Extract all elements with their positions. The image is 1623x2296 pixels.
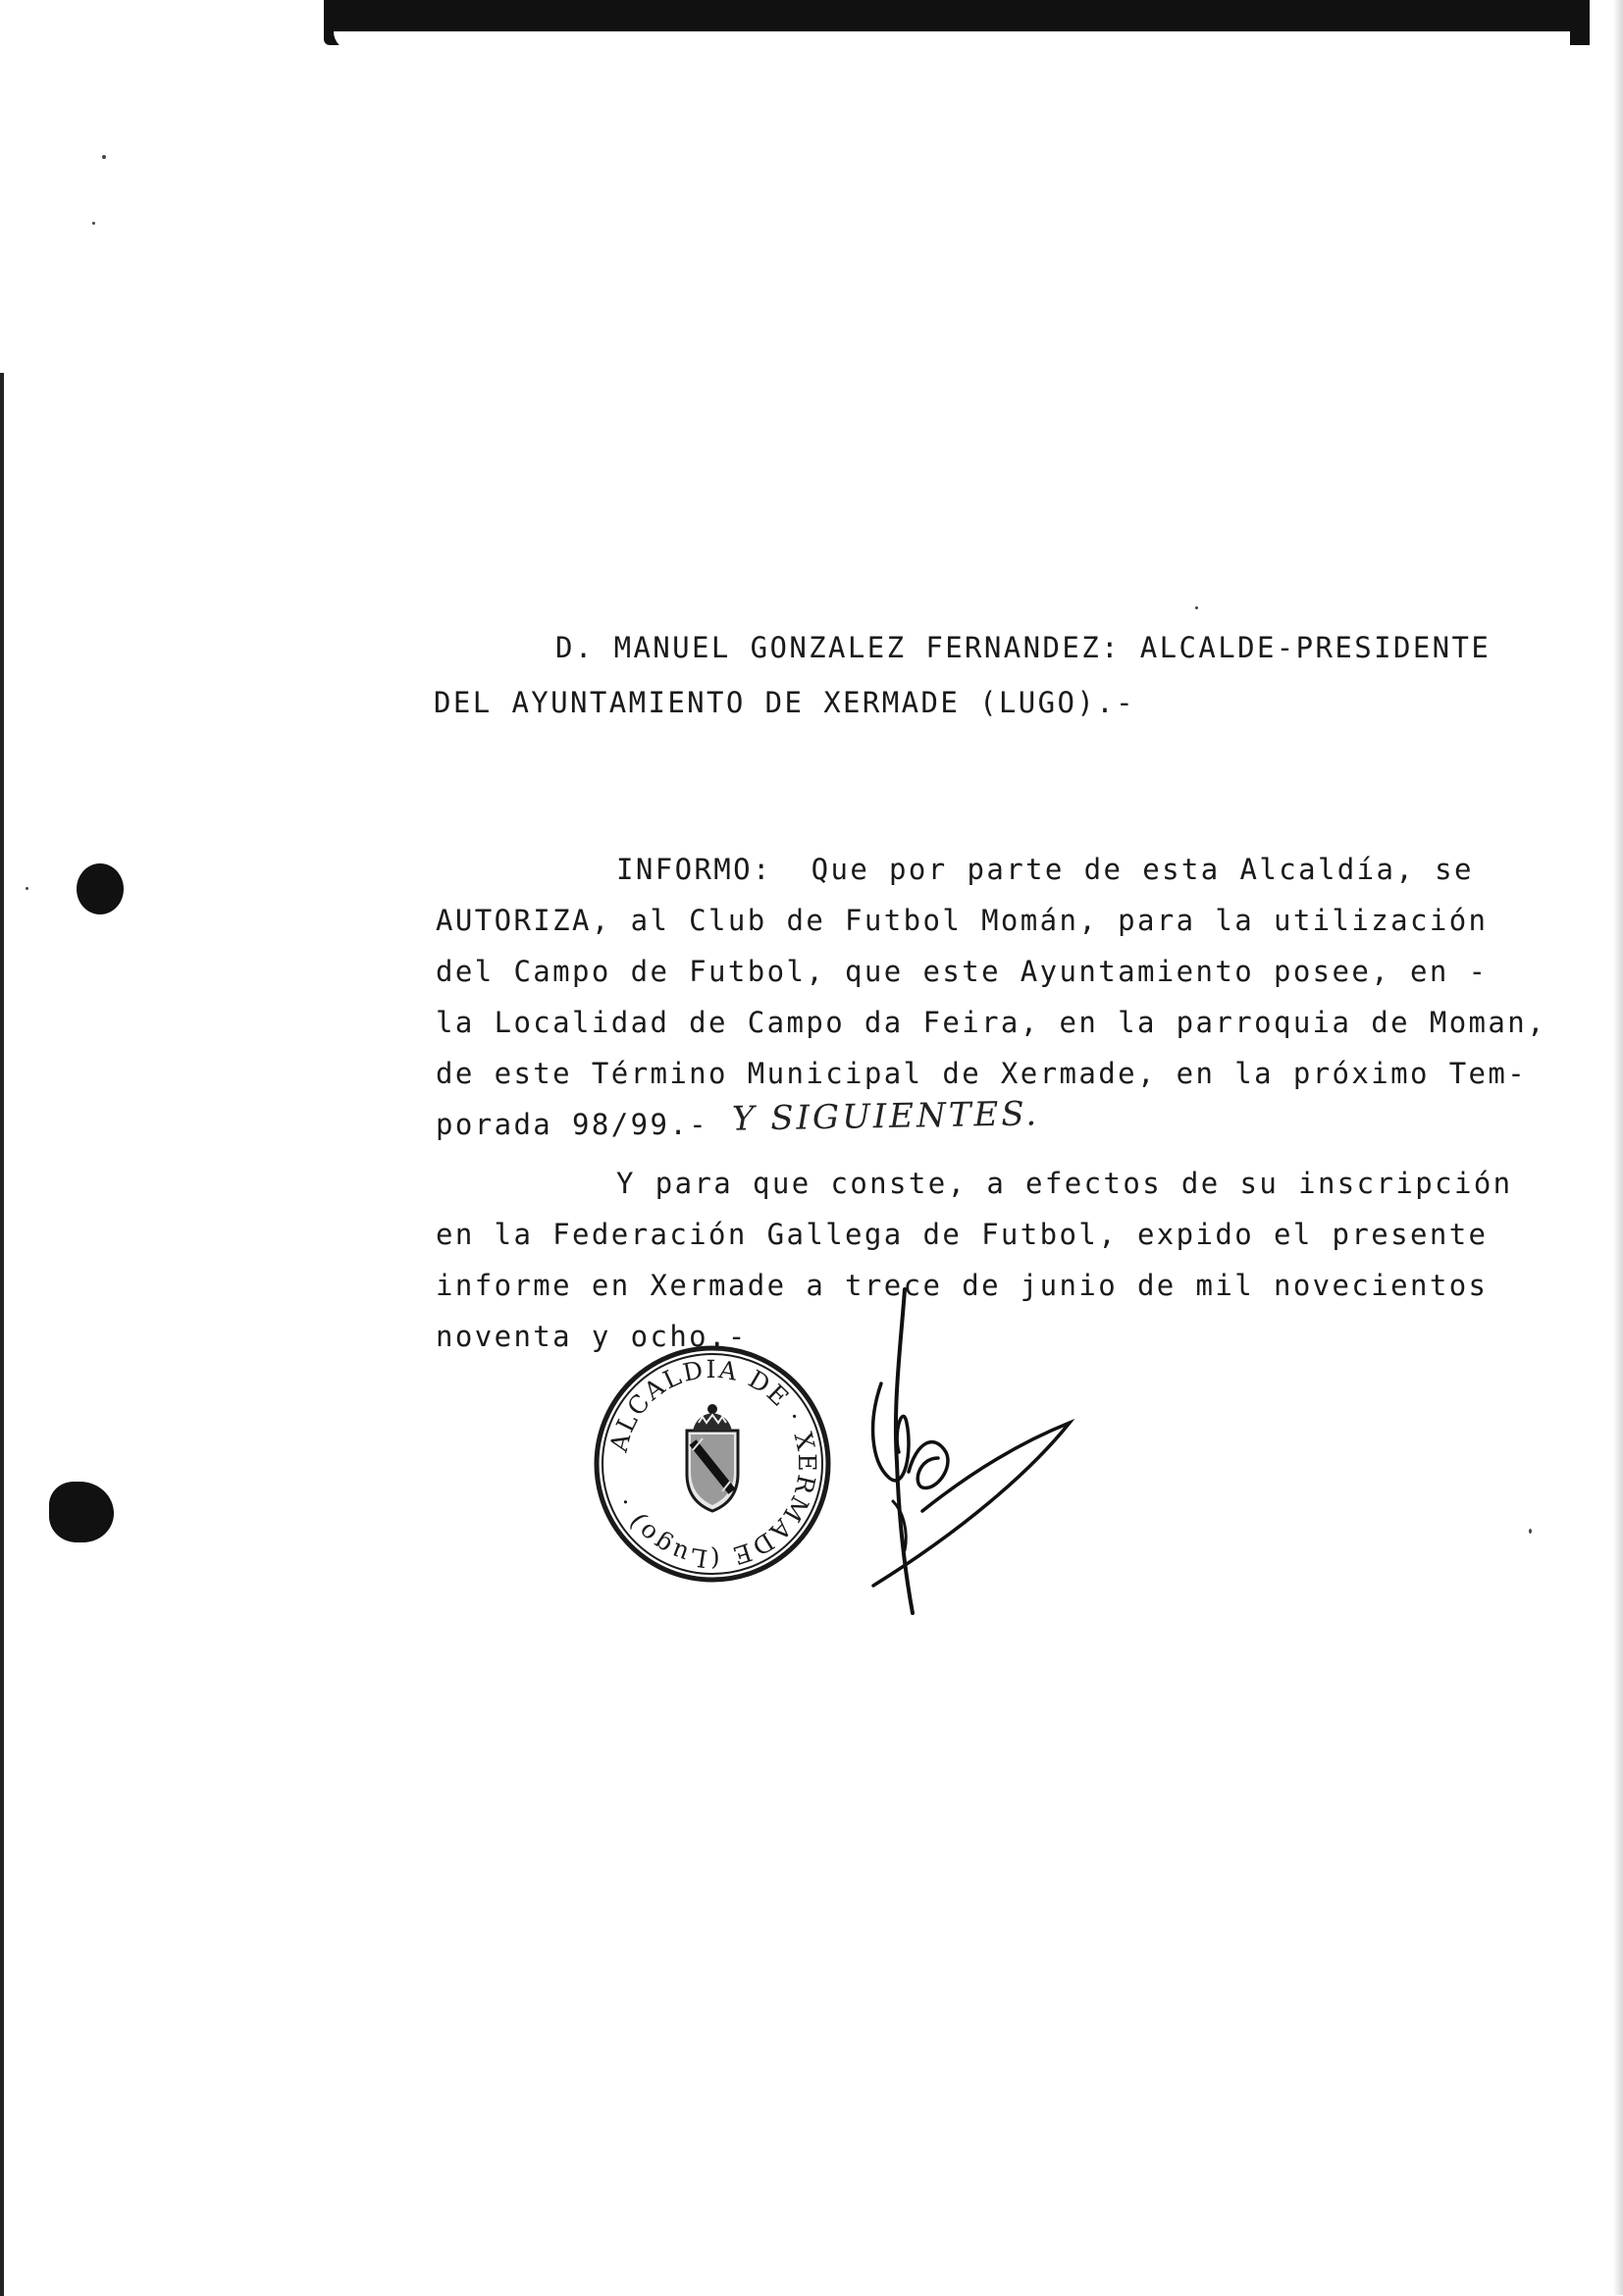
paragraph2-line-2: en la Federación Gallega de Futbol, expido el presente (436, 1218, 1489, 1251)
scan-right-edge (1613, 0, 1623, 2295)
paragraph1-line-1: INFORMO: Que por parte de esta Alcaldía, se (616, 853, 1474, 886)
scan-speck (92, 222, 95, 225)
punch-hole-lower (49, 1482, 114, 1542)
paragraph1-line-5: de este Término Municipal de Xermade, en la próximo Tem- (436, 1057, 1528, 1090)
scan-speck (1195, 606, 1198, 609)
scan-speck (1529, 1529, 1532, 1534)
paragraph1-line-3: del Campo de Futbol, que este Ayuntamiento posee, en - (436, 955, 1489, 988)
scan-speck (102, 155, 106, 159)
punch-hole-upper (77, 863, 124, 914)
header-line-1: D. MANUEL GONZALEZ FERNANDEZ: ALCALDE-PRESIDENTE (555, 631, 1492, 664)
scan-speck (26, 887, 28, 890)
official-seal (593, 1344, 832, 1584)
paragraph2-line-3: informe en Xermade a trece de junio de mil novecientos (436, 1269, 1489, 1302)
handwritten-addition: Y SIGUIENTES. (731, 1094, 1040, 1139)
paragraph1-line-4: la Localidad de Campo da Feira, en la parroquia de Moman, (436, 1006, 1546, 1039)
coat-of-arms-icon (687, 1404, 738, 1511)
paragraph1-line-2: AUTORIZA, al Club de Futbol Momán, para la utilización (436, 904, 1489, 937)
header-line-2: DEL AYUNTAMIENTO DE XERMADE (LUGO).- (434, 686, 1135, 719)
signature (854, 1285, 1079, 1619)
paragraph2-line-1: Y para que conste, a efectos de su inscripción (616, 1167, 1513, 1200)
paragraph1-line-6: porada 98/99.- (436, 1108, 709, 1141)
seal-text: ALCALDIA DE · XERMADE (Lugo) · (603, 1354, 822, 1574)
paragraph2-line-4: noventa y ocho.- (436, 1320, 748, 1353)
scan-left-edge (0, 373, 4, 2296)
scan-top-edge-fold (334, 31, 1570, 51)
